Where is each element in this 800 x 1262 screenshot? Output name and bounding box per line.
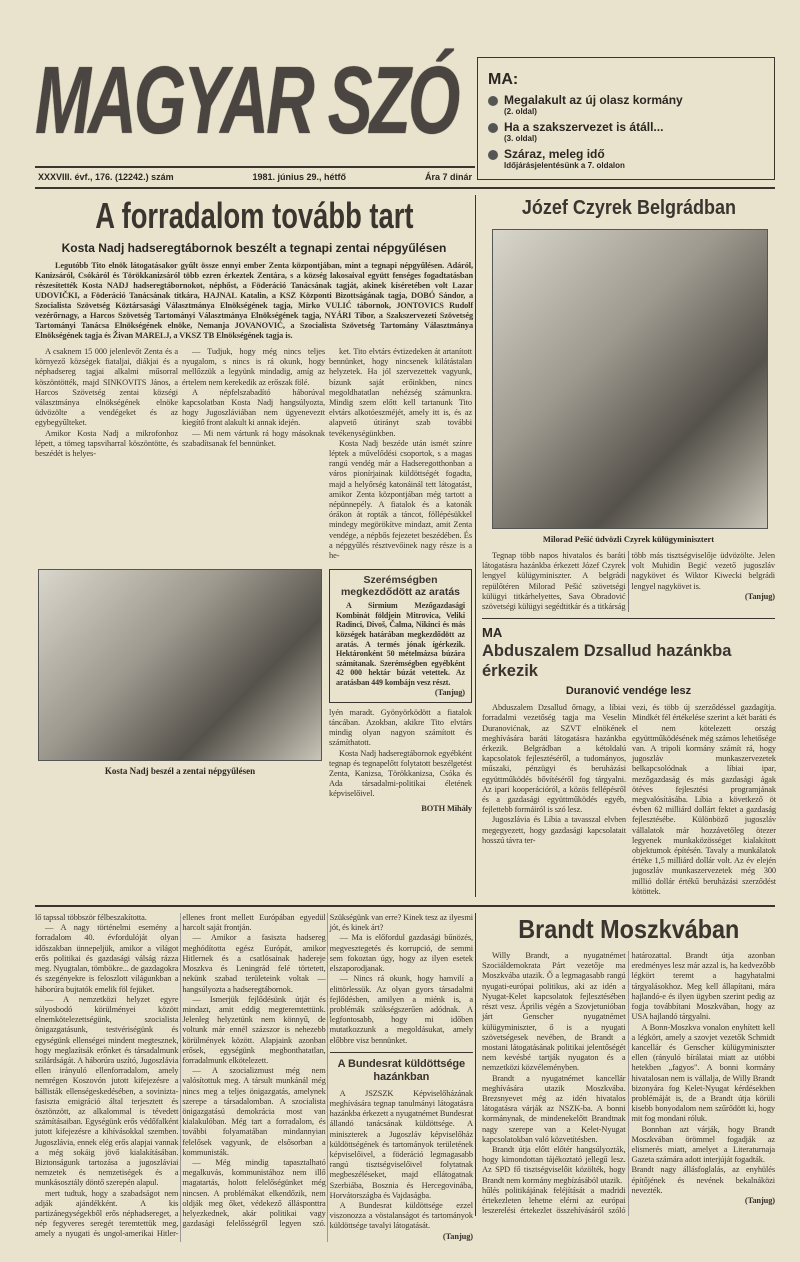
brandt-col-3 — [632, 1165, 776, 1206]
harvest-text: A Sirmium Mezőgazdasági Kombinát földjein Mitrovica, Veliki Radinci, Divoš, Čalma, Nikinci és más községek határában megkezdődött az aratás. A termés jónak ígérkezik. Hektáronként 50 mételmázsa búzára számítanak. Szerémségben egyébként 42 000 hektár búzát vetettek. Az aratásban 449 kombájn vesz részt. — [336, 601, 465, 688]
paragraph: vezi, és több új szerződéssel gazdagítja. Mindkét fél értékelése szerint a két baráti és el nem kötelezett ország együttműködésének még számos lehetősége van. A tripoli kormány számít rá, hogy jugoszláv munkaszervezetek belkapcsolódnak a líbiai ipar, mezőgazdaság és más gazdasági ágak ötéves fejlesztési programjának megvalósításába. Líbia a következő öt évben 62 milliárd dollárt fektet a gazdaság fejlesztésébe. Különböző jugoszláv vállalatok már hozzávetőleg ötezer legyenek munkaközösséget kialakított objektumok építésén. Tavaly a munkálatok értéke 1,5 milliárd dollár volt. Az év elején jugoszláv munkaszervezetek még 300 millió dollár értékű beruházási szerződést kötöttek. — [632, 703, 776, 896]
main-columns — [35, 347, 473, 561]
masthead-left — [35, 46, 475, 183]
harvest-box — [329, 569, 472, 703]
main-headline-wrap — [35, 195, 473, 237]
photo-row — [35, 569, 473, 814]
main-article — [35, 195, 473, 814]
brandt-col-1 — [482, 951, 626, 1186]
lower-col-3 — [329, 708, 472, 814]
lower-col-1 — [35, 913, 178, 1188]
masthead-bottom-rule — [35, 187, 775, 189]
brandt-columns — [482, 951, 775, 1216]
paragraph: — A nagy történelmi esemény a forradalom 40. évfordulóját olyan időszakban ünnepeljük, amikor a világot erős politikai és gazdasági válság rázza meg. Nyugtalan, tömbökre... de gazdagokra és szegényekre is feloszlott világunkban a háborúra bujtatók emelik föl fejüket. — [35, 923, 179, 994]
paragraph: Brandt útja előtt előtér hangsúlyozták, hogy kimondottan tájékoztató jellegű lesz. Az SPD fő tisztségviselőit közölték, hogy Brandt nem kormány megbízásából utazik. — [482, 1144, 626, 1185]
paragraph: Brandt nagy állásfoglalás, az enyhülés építőjének és nevének bekalnáközi nevezték. — [631, 1165, 775, 1195]
right-column — [475, 195, 775, 897]
ma-item-title: Száraz, meleg idő — [504, 147, 605, 161]
bundesrat-title: A Bundesrat küldöttsége hazánkban — [337, 1057, 466, 1083]
paragraph: Jugoszlávia és Líbia a tavasszal elvben megegyezett, hogy gazdasági kapcsolatait hosszú távra ter- — [482, 815, 626, 845]
dzsallud-kicker: MA — [482, 625, 503, 641]
czyrek-text — [482, 551, 775, 612]
czyrek-source: (Tanjug) — [744, 591, 775, 601]
paragraph: A csaknem 15 000 jelenlevőt Zenta és a környező községek fiataljai, diákjai és a néphadsereg tagjai alkalmi műsorral köszöntötték, majd SINKOVITS János, a Harcos Szövetség zentai községi választmánya elnökségének elnöke üdvözölte a vendégeket és az egybegyűlteket. — [35, 347, 178, 428]
czyrek-caption: Milorad Pešić üdvözli Czyrek külügyminisztert — [542, 534, 715, 544]
paragraph: Willy Brandt, a nyugatnémet Szociáldemokrata Párt vezetője ma Moszkvába utazik. Ő a legmagasabb rangú nyugati-európai politikus, aki az idén a Nyugat-Kelet kapcsolatok fejlesztésében részt vesz. Április végén a Szovjetunióban járt Genscher nyugatnémet külügyminiszter, ő is a nyugati szövetségesek nevében, de Brandt a mostani látogatásának politikai jelentőségét nem kevésbé tartják nyugaton és a nemzetközi közvéleményben. — [482, 951, 626, 1073]
paragraph: lő tapssal többször félbeszakította. — [35, 913, 147, 923]
paragraph: — Mi nem vártunk rá hogy másoknak szabadítsanak fel bennünket. — [182, 428, 325, 448]
lower-main-columns — [35, 913, 473, 1242]
paragraph: — A szocializmust még nem valósítottuk meg. A társult munkánál még nincs meg a teljes önigazgatás, amelynek szerepe a társadalomban. A szocialista önigazgatású demokrácia most van kialakulóban. Még tart a forradalom, és további folyamatában mindannyian felelősek vagyunk, de elsősorban a kommunisták. — [182, 1066, 326, 1157]
section-rule — [35, 905, 775, 907]
ma-box — [477, 57, 775, 180]
paragraph: — Amikor a fasiszta hadsereg meghódította egész Európát, amikor Hitlernek és a csatlósainak hadereje Moszkva és Leningrád felé törtetett, nekünk szabad területeink voltak — hangsúlyozta a hadseregtábornok. — [182, 933, 326, 994]
paragraph: — Ismerjük fejlődésünk útját és mindazt, amit eddig megteremtettünk. Jelenleg helyzetünk nem könnyű, de voltunk már ennél százszor is nehezebb körülmények között. Alapjaink azonban erősek, egységünk megbonthatatlan, forradalmunk elkötelezett. — [182, 994, 326, 1065]
main-lead: Legutóbb Tito elnök látogatásakor gyűlt össze ennyi ember Zenta központjában, mint a tegnapi népgyűlésen. Adáról, Kanizsáról, Csókáról és Törökkanizsáról több ezren érkeztek Zentára, s a község lakosaival együtt fenséges fogadtatásban részesítették Kosta NADJ hadseregtábornokot, néphőst, a Föderáció Tanácsának tagját, akinek kíséretében volt Lazar UDOVIČKI, a Föderáció Tanácsának titkára, HAJNAL Katalin, a KSZ Központi Bizottságának tagja, DOBÓ Sándor, a Szocialista Szövetség Köztársasági Választmánya Elnökségének tagja, Mirko VULIĆ tábornok, JONTOVICS Rudolf vezérőrnagy, a Harcos Szövetség Tartományi Választmánya Elnökségének tagja, NYÁRI Tibor, a Szakszervezeti Szövetség Tartományi Tanácsa Elnökségének elnöke, Nemanja JOVANOVIĆ, a Szocialista Szövetség Tartomány Választmánya Elnökségének tagja és Živan MARELJ, a VKSZ TB Elnökségének tagja is. — [35, 261, 473, 340]
bullet-icon — [488, 123, 498, 133]
kosta-nadj-photo — [38, 569, 322, 761]
dzsallud-headline: Abduszalem Dzsallud hazánkba érkezik — [482, 642, 732, 681]
main-col-2 — [182, 347, 325, 449]
brandt-source: (Tanjug) — [744, 1195, 775, 1205]
paragraph: A népfelszabadító háborúval kapcsolatban Kosta Nadj hangsúlyozta, hogy Jugoszláviában nem ügyeneveztt kiegítő front alakult ki annak idején. — [182, 387, 325, 428]
ma-item-title: Ha a szakszervezet is átáll... — [504, 120, 664, 134]
ma-box-list — [488, 93, 764, 171]
logo-wrap — [35, 46, 475, 158]
paragraph: lyén maradt. Gyönyörködött a fiatalok táncában. Azokban, akikre Tito elvtárs mindig olyan nagyon számított és számíthatott. — [329, 707, 472, 748]
paragraph: mert tudtuk, hogy a szabadságot nem adják ajándékként. A kis partizánegységekből erős néphadsereget, a nép fegyveres seregét teremtettük meg, amely a nyugati és ungol-amerikai Hitler-ellenes front mellett Európában egyedül harcolt saját frontján. — [35, 913, 326, 1239]
ma-item-page: Időjárásjelentésünk a 7. oldalon — [504, 161, 625, 170]
paragraph: A Bonn-Moszkva vonalon enyhített kell a légkört, amely a szovjet vezetők Schmidt kancellár és Genscher külügyminiszter ellen (rányuló bírálatai miatt az utóbbi hetekben „fagyos". A bonni kormány hivatalosan nem is vállalja, de Willy Brandt bizonyára fog Kelet-Nyugat kérdésekben problémáját is, de a Brandt útja körüli kisebb bonyodalom nem szűrődött ki, hogy mit fog mondani róluk. — [631, 1022, 775, 1124]
paragraph: — Tudjuk, hogy még nincs teljes nyugalom, s nincs is rá okunk, hogy mellőzzük a legyünk mindadig, amíg az értelem nem kerekedik az erőszak fölé. — [182, 347, 325, 387]
brandt-headline-wrap — [482, 913, 775, 945]
dzsallud-col-2 — [632, 703, 776, 897]
paragraph: — Nincs rá okunk, hogy hamvilí a elittörlessük. Az olyan gyors társadalmi fejlődésben, amilyen a miénk is, a problémák szükségszerűen adódnak. A legfontosabb, hogy mi időben mutatkozzunk a megoldásukat, amely előbbre visz bennünket. — [329, 974, 473, 1045]
ma-item-title: Megalakult az új olasz kormány — [504, 93, 683, 107]
paragraph: A Bundesrat küldöttsége ezzel viszonozza a vöstalanságot és tartományok küldöttsége tavalyi látogatását. — [329, 1200, 473, 1231]
issue-number: XXXVIII. évf., 176. (12242.) szám — [38, 172, 174, 182]
bullet-icon — [488, 150, 498, 160]
lower-section — [35, 913, 775, 1242]
dzsallud-subtitle: Duranović vendége lesz — [565, 685, 692, 698]
photo-block — [35, 569, 325, 777]
issue-price: Ára 7 dinár — [424, 172, 472, 182]
masthead — [35, 0, 775, 183]
dzsallud-col-1 — [482, 703, 626, 846]
harvest-title: Szerémségben megkezdődött az aratás — [340, 574, 461, 599]
bundesrat-article — [330, 1052, 473, 1242]
czyrek-headline-wrap — [482, 195, 775, 221]
harvest-source: (Tanjug) — [434, 687, 465, 697]
main-col-1 — [35, 347, 178, 459]
paragraph: Kosta Nadj hadseregtábornok egyébként tegnap és tegnapelőtt folytatott beszélgetést Zenta, Kanizsa, Törökkanizsa, Csóka és Ada társadalmi-politikai életének képviselőivel. — [329, 748, 472, 799]
czyrek-photo — [492, 229, 768, 529]
upper-section — [35, 195, 775, 897]
photo-side-column — [329, 569, 472, 814]
paragraph: Abduszalem Dzsallud őrnagy, a líbiai forradalmi vezetőség tagja ma Veselin Duranovićnak, az SZVT elnökének meghívására baráti látogatásra hazánkba érkezik. Belgrádban a kétoldalú kapcsolatok fejlesztéséről, a tudományos, műszaki, pénzügyi és beruházási együttműködés bővítéséről fog tárgyalni. Az ipari kooperációról, a közös fellépésről és a gazdasági együttműködés egyéb, fejlettebb formáiról is szó lesz. — [482, 703, 626, 815]
paragraph: hűlés politikájának feléjítását a madridi értekezleten lehetne elérni az európai leszerelési értekezlet összehívásáról szóló határozattal. Brandt útja azonban eredményes lesz már azzal is, ha kedvezőbb légkört teremt a hagyhatalmi tárgyalásokhoz. Meg kell állapítani, mára hajlandó-e és ilyen ügyben szerint pedig az fogja továbbítani Moszkvában, hogy az USA hajlandó tárgyalni. — [482, 951, 775, 1216]
bundesrat-text — [330, 1089, 473, 1242]
main-col-3 — [329, 347, 472, 561]
issue-date: 1981. június 29., hétfő — [252, 172, 347, 182]
paragraph: ket. Tito elvtárs évtizedeken át artanított bennünket, hogy nincsenek kilátástalan helyzetek. Ha jól szervezettek vagyunk, bízunk saját erőinkben, nincs megoldhatatlan nehézség számunkra. Mindig szem előtt kell tartanunk Tito elvtárs alkotóeszméjét, amely itt is, és az alapvető útirányt szab további tevékenységünkben. — [329, 347, 472, 438]
ma-item[interactable] — [488, 120, 764, 144]
dzsallud-columns — [482, 703, 775, 897]
bundesrat-source: (Tanjug) — [442, 1231, 473, 1241]
paragraph: Kosta Nadj beszéde után ismét színre léptek a művelődési csoportok, s a magas rangú vendég már a Hadseregotthonban a város pionírjainak küldöttségét fogadta, majd a helyőrség katonáinál tett látogatást, amikor Zenta központjában még tartott a népünnepély. A fiatalok és a katonák órákon át ropták a táncot, föllépésükkel mindegy megörökítve mindazt, amit Zenta vendége, a népbős fejezetet beszédében. És a népgyűlés résztvevőinek nagy része is a he- — [329, 438, 472, 561]
ma-item[interactable] — [488, 147, 764, 171]
paragraph: — Ma is előfordul gazdasági bűnözés, megvesztegetés és korrupció, de semmi sem fokoztan úgy, hogy az ilyen esetek elszaporodjanak. — [329, 933, 473, 974]
ma-box-title: MA: — [488, 71, 519, 88]
paragraph: Amikor Kosta Nadj a mikrofonhoz lépett, a tömeg tapsviharral köszöntötte, és beszédét is helyes- — [35, 428, 178, 459]
ma-item-page: (2. oldal) — [504, 107, 537, 116]
article-author: BOTH Mihály — [421, 803, 472, 813]
main-subtitle: Kosta Nadj hadseregtábornok beszélt a tegnapi zentai népgyűlésen — [61, 241, 447, 255]
paragraph: A JSZSZK Képviselőházának meghívására tegnap tanulmányi látogatásra hazánkba érkezett a nyugatnémet Bundesrat állandó tanácsának küldöttsége. A miniszterek a Jugoszláv képviselőház küldöttségének és tartományok területének képviselőivel, a föderáció legmagasabb rangú tisztségviselőivel folytatnak megbeszéléseket, majd ellátogatnak Szerbiába, Bosznia és Hercegovinába, Horvátországba és Vajdaságba. — [329, 1088, 473, 1200]
paragraph: — Még mindig tapasztalható megalkuvás, kommunistához nem illő magatartás, holott felelőségünket még nincsen. A problémákat elkendőzik, nem oldják meg őket, védekező állásponttra helyezkednek, akár politikai vagy gazdasági felelősségről legyen szó. Szükségünk van erre? Kinek tesz az ilyesmi jót, és kinek árt? — [182, 913, 473, 1229]
brandt-article — [475, 913, 775, 1216]
ma-item[interactable] — [488, 93, 764, 117]
paragraph: Brandt a nyugatnémet kancellár meghívására utazik Moszkvába. Brezsnyevet még az idén hivatalos látogatásra várják az NSZK-ba. A bonni kormánynak, de mindenekelőtt Brandtnak nagy szerepe van a Kelet-Nyugat kapcsolatokban való közvetítésben. — [482, 1073, 626, 1144]
bullet-icon — [488, 96, 498, 106]
ma-item-page: (3. oldal) — [504, 134, 537, 143]
photo-caption: Kosta Nadj beszél a zentai népgyűlésen — [104, 766, 256, 777]
newspaper-logo: MAGYAR SZÓ — [35, 47, 458, 154]
paragraph: — A nemzetközi helyzet egyre súlyosbodó körülményei között elnemkötelezettségünk, szocialista önigazgatásunk, testvériségünk és egységünk ellenségei mindent megtesznek, hogy meglazítsák erőnket és társadalmunk szilárdságát. A háborúra uszító, Jugoszlávia ellen irányuló ellenforradalom, amely nemrégen Koszovón jutott kifejezésre a bállisták ellenségeskedésében, a sovinizta-fasiszta emigráció által terjesztett és ösztönzött, az alkalommal is tévedett számításaiban. Egységünk erős védőfalként jutott kifejezésre a kihívásokkal szemben. Jugoszlávia, ennek elég erős alapjai vannak a még sokáig jövő kialakításában. Biztonságunk tartozása a jugoszláviai nemzetek és nemzetiségek és a munkásosztály döntő szerepén alapul. — [35, 994, 179, 1188]
czyrek-headline: Józef Czyrek Belgrádban — [521, 197, 736, 219]
brandt-headline: Brandt Moszkvában — [517, 914, 740, 945]
paragraph: Tegnap több napos hivatalos és baráti látogatásra hazánkba érkezett Józef Czyrek lengyel külügyminiszter. A belgrádi repülőtéren Milorad Pešić szövetségi külügyi titkárhelyettes, Sava Obradović szövetségi külügyi segédtitkár és a titkárság több más tisztségviselője üdvözölte. Jelen volt Muhidin Begić vezető jugoszláv nagykövet és Wiktor Kiwecki belgrádi lengyel nagykövet is. — [482, 551, 775, 612]
main-headline: A forradalom tovább tart — [94, 195, 414, 236]
dateline — [35, 168, 475, 183]
paragraph: Bonnban azt várják, hogy Brandt Moszkvában örömmel fogadják az elismerés miatt, amelyet a Literaturnaja Gazeta számára adott interjúját fogadták. — [631, 1124, 775, 1165]
section-rule — [482, 618, 775, 619]
